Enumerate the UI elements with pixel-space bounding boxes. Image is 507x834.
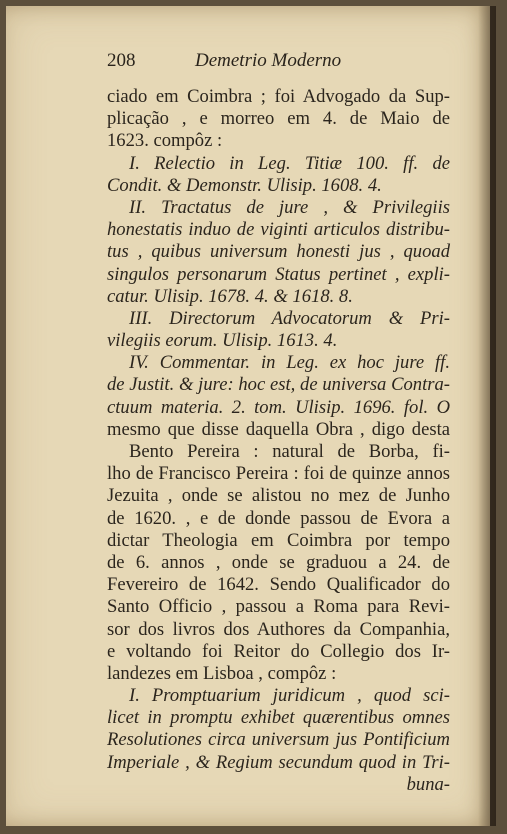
running-title: Demetrio Moderno xyxy=(195,50,342,71)
text-line: de 1620. , e de donde passou de Evora a xyxy=(107,507,450,529)
text-line: honestatis induo de viginti articulos distribu- xyxy=(107,219,450,241)
text-line: catur. Ulisip. 1678. 4. & 1618. 8. xyxy=(107,285,353,307)
text-line: dictar Theologia em Coimbra por tempo xyxy=(107,529,450,551)
text-line: mesmo que disse daquella Obra , digo desta xyxy=(107,418,450,440)
text-line: e voltando foi Reitor do Collegio dos Ir- xyxy=(107,640,450,662)
text-line: landezes em Lisboa , compôz : xyxy=(107,662,337,684)
text-line: ciado em Coimbra ; foi Advogado da Sup- xyxy=(107,86,450,107)
text-line: ctuum materia. 2. tom. Ulisip. 1696. fol. O xyxy=(107,396,450,418)
text-line: buna- xyxy=(406,773,450,795)
text-line: vilegiis eorum. Ulisip. 1613. 4. xyxy=(107,330,338,352)
running-header xyxy=(107,50,447,76)
text-line: Fevereiro de 1642. Sendo Qualificador do xyxy=(107,574,450,596)
body-text xyxy=(107,86,450,796)
text-line: Imperiale , & Regium secundum quod in Tri- xyxy=(107,751,450,773)
text-line: I. Promptuarium juridicum , quod sci- xyxy=(129,685,450,707)
text-line: Condit. & Demonstr. Ulisip. 1608. 4. xyxy=(107,174,382,196)
text-line: de Justit. & jure: hoc est, de universa Contra- xyxy=(107,374,450,396)
text-line: plicação , e morreo em 4. de Maio de xyxy=(107,108,450,130)
text-line: singulos personarum Status pertinet , expli- xyxy=(107,263,450,285)
book-page xyxy=(6,6,496,826)
text-line: Bento Pereira : natural de Borba, fi- xyxy=(129,441,450,462)
text-line: IV. Commentar. in Leg. ex hoc jure ff. xyxy=(129,352,450,374)
text-line: I. Relectio in Leg. Titiæ 100. ff. de xyxy=(129,152,450,174)
text-line: Jezuita , onde se alistou no mez de Junho xyxy=(107,485,450,507)
page-gutter-shadow xyxy=(478,6,496,826)
text-line: de 6. annos , onde se graduou a 24. de xyxy=(107,551,450,573)
text-line: tus , quibus universum honesti jus , quoad xyxy=(107,241,450,263)
text-line: Resolutiones circa universum jus Pontificium xyxy=(107,729,450,751)
text-line: Santo Officio , passou a Roma para Revi- xyxy=(107,596,450,618)
page-number: 208 xyxy=(107,50,136,71)
text-line: licet in promptu exhibet quærentibus omnes xyxy=(107,707,450,729)
text-line: lho de Francisco Pereira : foi de quinze annos xyxy=(107,463,450,485)
text-line: sor dos livros dos Authores da Companhia, xyxy=(107,618,450,640)
text-line: 1623. compôz : xyxy=(107,130,223,152)
text-line: II. Tractatus de jure , & Privilegiis xyxy=(129,196,450,218)
text-line: III. Directorum Advocatorum & Pri- xyxy=(129,307,450,329)
